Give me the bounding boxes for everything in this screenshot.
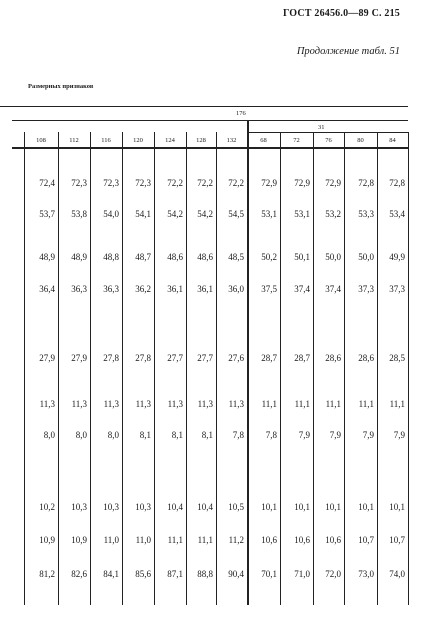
table-cell: 54,1 — [135, 209, 151, 219]
table-cell: 36,1 — [197, 284, 213, 294]
table-cell: 53,4 — [389, 209, 405, 219]
table-cell: 7,8 — [265, 430, 277, 440]
table-cell: 73,0 — [358, 569, 374, 579]
table-cell: 10,6 — [294, 535, 310, 545]
table-cell: 7,8 — [232, 430, 244, 440]
header-group-176: 176 — [236, 110, 246, 117]
header-group-31: 31 — [318, 124, 325, 131]
table-cell: 10,5 — [228, 502, 244, 512]
table-cell: 70,1 — [261, 569, 277, 579]
table-cell: 72,9 — [325, 178, 341, 188]
table-cell: 10,6 — [325, 535, 341, 545]
table-cell: 53,2 — [325, 209, 341, 219]
table-cell: 72,2 — [228, 178, 244, 188]
table-cell: 27,7 — [197, 353, 213, 363]
table-cell: 10,3 — [71, 502, 87, 512]
table-cell: 54,5 — [228, 209, 244, 219]
table-cell: 28,6 — [325, 353, 341, 363]
table-cell: 72,8 — [389, 178, 405, 188]
column-header: 68 — [260, 137, 267, 144]
table-cell: 48,9 — [39, 252, 55, 262]
table-cell: 27,6 — [228, 353, 244, 363]
table-cell: 27,9 — [39, 353, 55, 363]
table-cell: 72,3 — [135, 178, 151, 188]
table-cell: 50,0 — [358, 252, 374, 262]
table-cell: 11,3 — [167, 399, 183, 409]
table-cell: 11,1 — [197, 535, 213, 545]
table-cell: 27,8 — [135, 353, 151, 363]
table-cell: 10,1 — [261, 502, 277, 512]
table-cell: 81,2 — [39, 569, 55, 579]
table-cell: 11,1 — [358, 399, 374, 409]
column-header: 116 — [101, 137, 111, 144]
table-cell: 10,9 — [71, 535, 87, 545]
table-cell: 84,1 — [103, 569, 119, 579]
table-cell: 50,1 — [294, 252, 310, 262]
table-cell: 37,5 — [261, 284, 277, 294]
table-cell: 48,8 — [103, 252, 119, 262]
rule-group-176 — [12, 120, 408, 121]
table-cell: 54,2 — [197, 209, 213, 219]
table-cell: 36,1 — [167, 284, 183, 294]
column-header: 128 — [196, 137, 206, 144]
table-cell: 11,3 — [103, 399, 119, 409]
column-header: 72 — [293, 137, 300, 144]
table-cell: 48,6 — [197, 252, 213, 262]
table-cell: 7,9 — [362, 430, 374, 440]
table-cell: 8,0 — [75, 430, 87, 440]
table-cell: 27,8 — [103, 353, 119, 363]
table-cell: 11,0 — [103, 535, 119, 545]
table-cell: 87,1 — [167, 569, 183, 579]
table-cell: 36,3 — [71, 284, 87, 294]
table-cell: 54,2 — [167, 209, 183, 219]
table-cell: 53,1 — [261, 209, 277, 219]
table-cell: 11,3 — [197, 399, 213, 409]
table-cell: 8,0 — [107, 430, 119, 440]
table-cell: 36,2 — [135, 284, 151, 294]
table-cell: 11,3 — [228, 399, 244, 409]
table-cell: 28,7 — [294, 353, 310, 363]
column-header: 120 — [133, 137, 143, 144]
page-header-standard: ГОСТ 26456.0—89 С. 215 — [282, 8, 400, 19]
table-cell: 85,6 — [135, 569, 151, 579]
table-cell: 37,3 — [389, 284, 405, 294]
table-cell: 48,9 — [71, 252, 87, 262]
table-cell: 54,0 — [103, 209, 119, 219]
column-divider — [408, 132, 409, 605]
table-cell: 50,2 — [261, 252, 277, 262]
table-cell: 72,2 — [167, 178, 183, 188]
table-cell: 8,1 — [171, 430, 183, 440]
table-cell: 10,3 — [103, 502, 119, 512]
table-cell: 11,1 — [389, 399, 405, 409]
table-cell: 7,9 — [393, 430, 405, 440]
table-cell: 11,1 — [167, 535, 183, 545]
table-cell: 37,4 — [294, 284, 310, 294]
table-cell: 48,5 — [228, 252, 244, 262]
table-cell: 10,1 — [294, 502, 310, 512]
table-cell: 48,6 — [167, 252, 183, 262]
table-cell: 72,9 — [294, 178, 310, 188]
table-cell: 74,0 — [389, 569, 405, 579]
table-cell: 11,3 — [135, 399, 151, 409]
column-header: 112 — [69, 137, 79, 144]
table-cell: 10,2 — [39, 502, 55, 512]
table-cell: 53,1 — [294, 209, 310, 219]
table-cell: 88,8 — [197, 569, 213, 579]
table-cell: 10,9 — [39, 535, 55, 545]
table-cell: 10,1 — [358, 502, 374, 512]
table-cell: 10,1 — [389, 502, 405, 512]
table-cell: 10,6 — [261, 535, 277, 545]
table-cell: 72,3 — [71, 178, 87, 188]
section-title: Размерных признаков — [28, 83, 94, 90]
table-cell: 72,0 — [325, 569, 341, 579]
table-cell: 10,4 — [197, 502, 213, 512]
table-cell: 11,3 — [71, 399, 87, 409]
table-cell: 36,0 — [228, 284, 244, 294]
table-cell: 36,4 — [39, 284, 55, 294]
table-cell: 37,4 — [325, 284, 341, 294]
rule-header-bottom — [12, 147, 408, 149]
table-cell: 11,1 — [294, 399, 310, 409]
table-cell: 53,8 — [71, 209, 87, 219]
table-cell: 82,6 — [71, 569, 87, 579]
table-cell: 28,7 — [261, 353, 277, 363]
column-header: 132 — [226, 137, 237, 144]
rule-header-top — [0, 106, 408, 107]
column-header: 84 — [389, 137, 396, 144]
page-header-continuation: Продолжение табл. 51 — [296, 46, 400, 57]
table-cell: 11,1 — [325, 399, 341, 409]
table-cell: 8,1 — [139, 430, 151, 440]
table-cell: 72,4 — [39, 178, 55, 188]
table-cell: 10,3 — [135, 502, 151, 512]
table-cell: 48,7 — [135, 252, 151, 262]
table-cell: 36,3 — [103, 284, 119, 294]
column-header: 76 — [325, 137, 332, 144]
table-cell: 53,3 — [358, 209, 374, 219]
table-cell: 10,4 — [167, 502, 183, 512]
table-cell: 11,2 — [228, 535, 244, 545]
table-cell: 11,0 — [135, 535, 151, 545]
table-cell: 27,9 — [71, 353, 87, 363]
table-cell: 10,7 — [358, 535, 374, 545]
table-cell: 90,4 — [228, 569, 244, 579]
table-cell: 8,1 — [201, 430, 213, 440]
table-cell: 53,7 — [39, 209, 55, 219]
table-cell: 10,1 — [325, 502, 341, 512]
table-cell: 72,3 — [103, 178, 119, 188]
column-header: 80 — [357, 137, 364, 144]
table-cell: 72,9 — [261, 178, 277, 188]
table-cell: 7,9 — [298, 430, 310, 440]
table-cell: 49,9 — [389, 252, 405, 262]
table-cell: 50,0 — [325, 252, 341, 262]
table-cell: 71,0 — [294, 569, 310, 579]
table-cell: 8,0 — [43, 430, 55, 440]
table-cell: 28,6 — [358, 353, 374, 363]
table-cell: 11,3 — [39, 399, 55, 409]
table-cell: 10,7 — [389, 535, 405, 545]
table-cell: 27,7 — [167, 353, 183, 363]
table-cell: 72,8 — [358, 178, 374, 188]
table-cell: 7,9 — [329, 430, 341, 440]
column-header: 108 — [36, 137, 46, 144]
column-header: 124 — [165, 137, 175, 144]
table-cell: 11,1 — [261, 399, 277, 409]
table-cell: 37,3 — [358, 284, 374, 294]
table-cell: 28,5 — [389, 353, 405, 363]
rule-group-31 — [248, 132, 408, 133]
table-cell: 72,2 — [197, 178, 213, 188]
